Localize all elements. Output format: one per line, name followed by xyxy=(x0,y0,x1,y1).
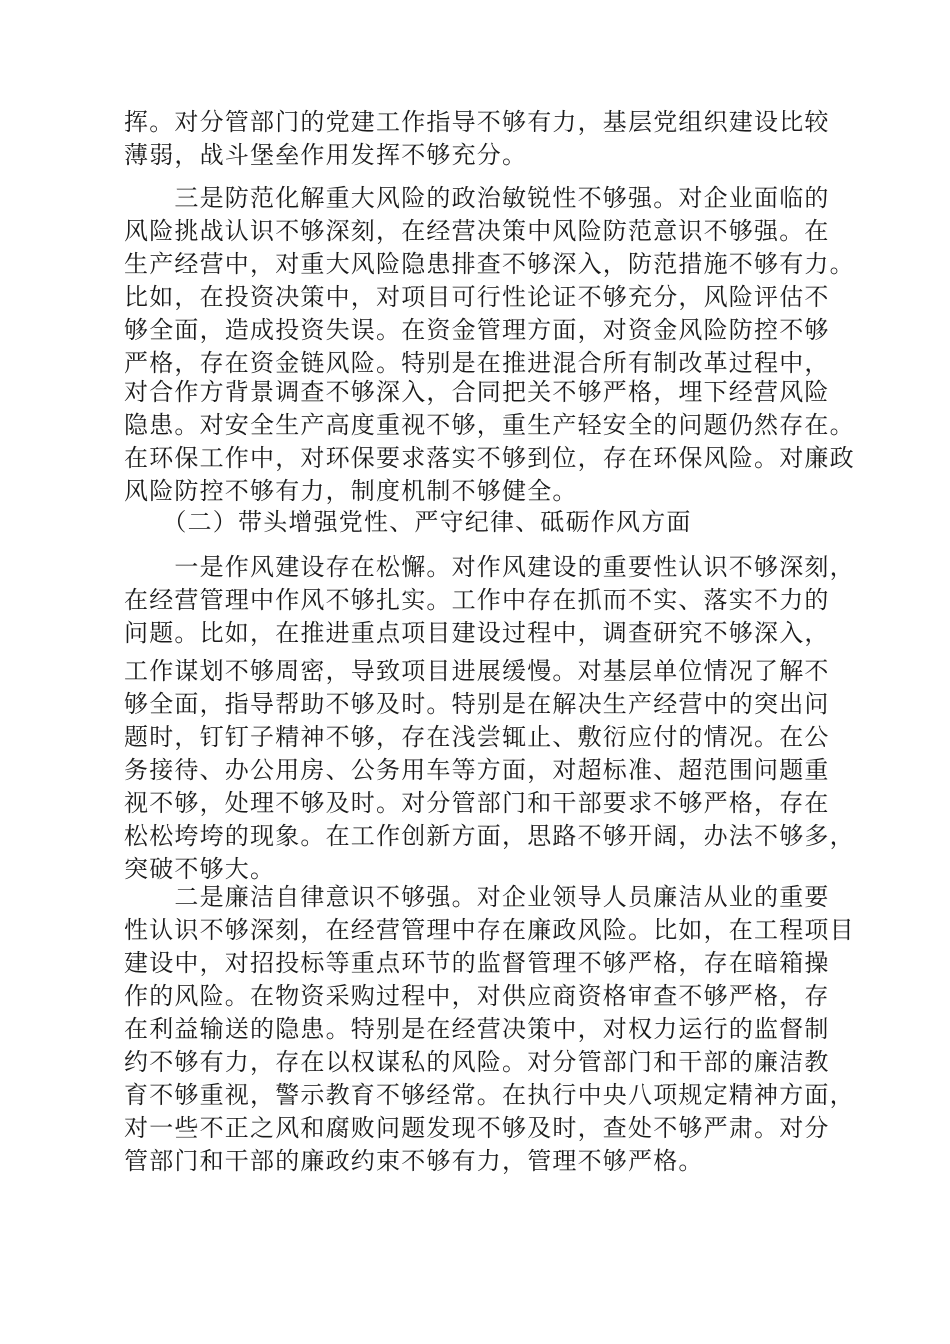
text-line: 风险挑战认识不够深刻，在经营决策中风险防范意识不够强。在 xyxy=(124,217,830,245)
text-line: 三是防范化解重大风险的政治敏锐性不够强。对企业面临的 xyxy=(124,184,830,212)
text-line: 务接待、办公用房、公务用车等方面，对超标准、超范围问题重 xyxy=(124,756,830,784)
text-line: 风险防控不够有力，制度机制不够健全。 xyxy=(124,477,578,505)
text-line: 挥。对分管部门的党建工作指导不够有力，基层党组织建设比较 xyxy=(124,108,830,136)
text-line: 对合作方背景调查不够深入，合同把关不够严格，埋下经营风险 xyxy=(124,378,830,406)
text-line: 隐患。对安全生产高度重视不够，重生产轻安全的问题仍然存在。 xyxy=(124,411,855,439)
section-heading xyxy=(124,506,844,539)
text-line: 突破不够大。 xyxy=(124,855,276,883)
text-line: 比如，在投资决策中，对项目可行性论证不够充分，风险评估不 xyxy=(124,283,830,311)
text-line: 性认识不够深刻，在经营管理中存在廉政风险。比如，在工程项目 xyxy=(124,916,855,944)
text-line: 工作谋划不够周密，导致项目进展缓慢。对基层单位情况了解不 xyxy=(124,657,830,685)
text-line: 育不够重视，警示教育不够经常。在执行中央八项规定精神方面， xyxy=(124,1081,855,1109)
text-line: 在经营管理中作风不够扎实。工作中存在抓而不实、落实不力的 xyxy=(124,586,830,614)
paragraph-risk-prevention-continued xyxy=(124,376,855,508)
text-line: 一是作风建设存在松懈。对作风建设的重要性认识不够深刻， xyxy=(124,553,855,581)
text-line: 约不够有力，存在以权谋私的风险。对分管部门和干部的廉洁教 xyxy=(124,1048,830,1076)
text-line: 在利益输送的隐患。特别是在经营决策中，对权力运行的监督制 xyxy=(124,1015,830,1043)
text-line: 在环保工作中，对环保要求落实不够到位，存在环保风险。对廉政 xyxy=(124,444,855,472)
text-line: 松松垮垮的现象。在工作创新方面，思路不够开阔，办法不够多， xyxy=(124,822,855,850)
text-line: 建设中，对招投标等重点环节的监督管理不够严格，存在暗箱操 xyxy=(124,949,830,977)
paragraph-risk-prevention xyxy=(124,182,855,380)
paragraph-work-style-continued xyxy=(124,655,855,886)
text-line: 视不够，处理不够及时。对分管部门和干部要求不够严格，存在 xyxy=(124,789,830,817)
text-line: 二是廉洁自律意识不够强。对企业领导人员廉洁从业的重要 xyxy=(124,883,830,911)
paragraph-integrity xyxy=(124,881,855,1178)
text-line: 对一些不正之风和腐败问题发现不够及时，查处不够严肃。对分 xyxy=(124,1114,830,1142)
text-line: 题时，钉钉子精神不够，存在浅尝辄止、敷衍应付的情况。在公 xyxy=(124,723,830,751)
text-line: 严格，存在资金链风险。特别是在推进混合所有制改革过程中， xyxy=(124,349,830,377)
paragraph-work-style xyxy=(124,551,855,650)
text-line: 问题。比如，在推进重点项目建设过程中，调查研究不够深入， xyxy=(124,619,830,647)
text-line: 够全面，指导帮助不够及时。特别是在解决生产经营中的突出问 xyxy=(124,690,830,718)
section-heading-text: （二）带头增强党性、严守纪律、砥砺作风方面 xyxy=(124,508,692,536)
text-line: 作的风险。在物资采购过程中，对供应商资格审查不够严格，存 xyxy=(124,982,830,1010)
text-line: 够全面，造成投资失误。在资金管理方面，对资金风险防控不够 xyxy=(124,316,830,344)
text-line: 生产经营中，对重大风险隐患排查不够深入，防范措施不够有力。 xyxy=(124,250,855,278)
paragraph-party-building-continued xyxy=(124,106,844,172)
text-line: 管部门和干部的廉政约束不够有力，管理不够严格。 xyxy=(124,1147,704,1175)
text-line: 薄弱，战斗堡垒作用发挥不够充分。 xyxy=(124,141,528,169)
